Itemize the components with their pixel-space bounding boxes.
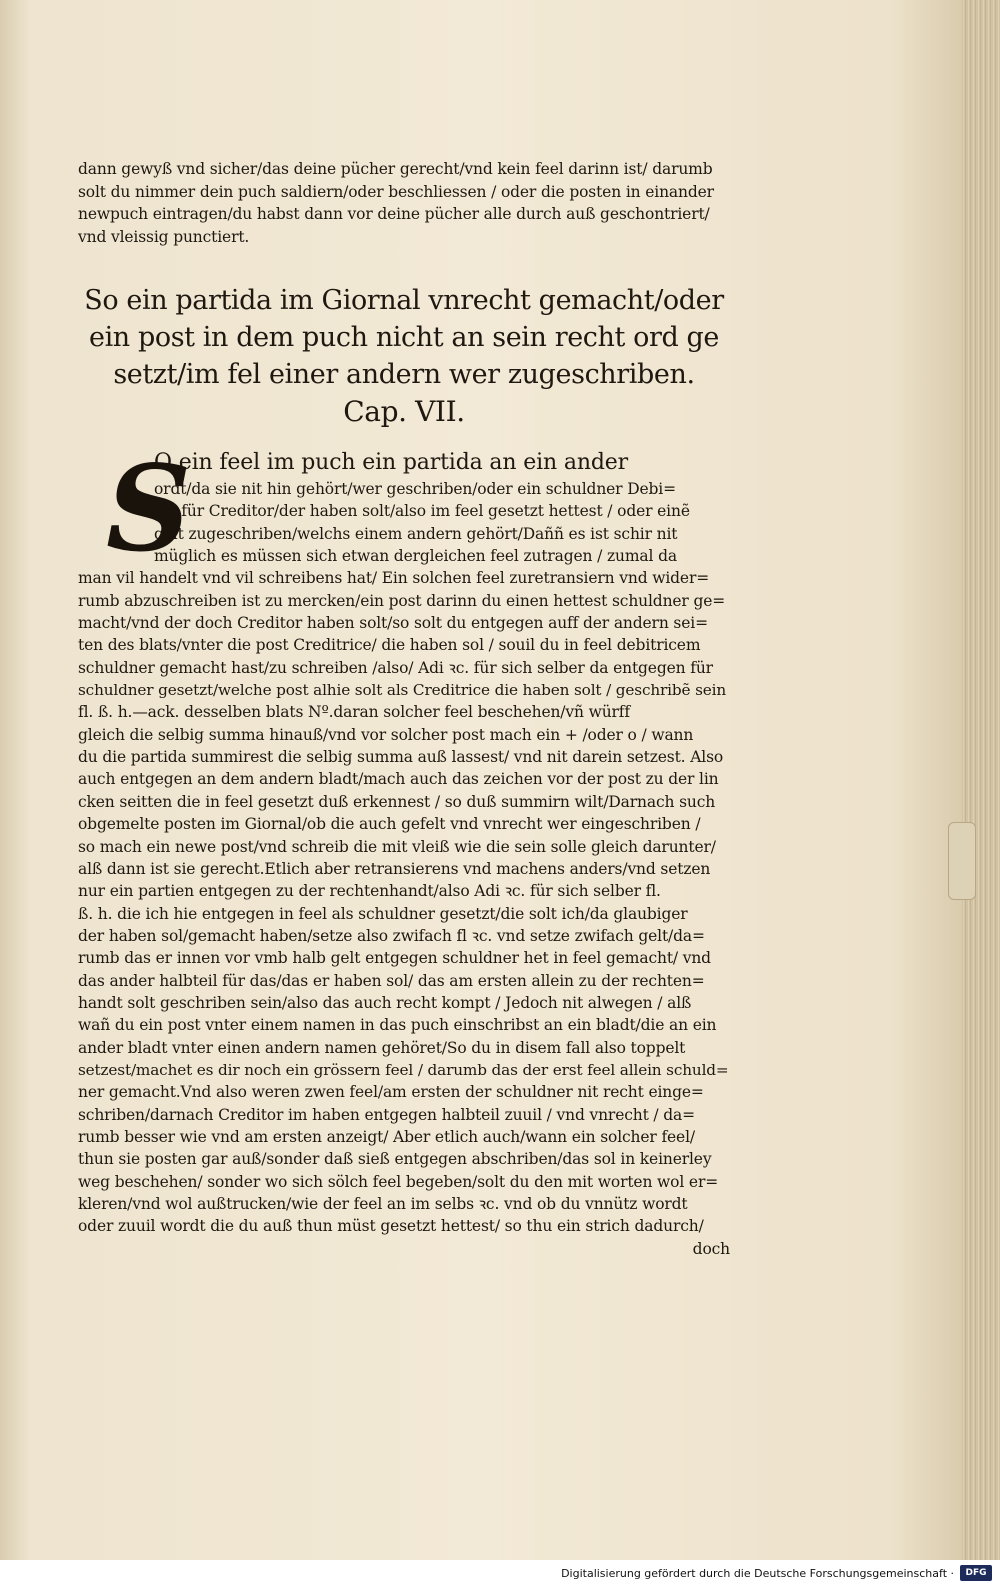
text-line: newpuch eintragen/du habst dann vor deine pücher alle durch auß geschontriert/ bbox=[78, 205, 710, 223]
book-fore-edge bbox=[962, 0, 1000, 1560]
heading-line: setzt/im fel einer andern wer zugeschriben. bbox=[113, 359, 695, 390]
text-line: tor für Creditor/der haben solt/also im feel gesetzt hettest / oder einẽ bbox=[154, 502, 690, 521]
intro-paragraph bbox=[78, 158, 730, 248]
text-line: man vil handelt vnd vil schreibens hat/ Ein solchen feel zuretransiern vnd wider= bbox=[78, 569, 710, 588]
text-line: nur ein partien entgegen zu der rechtenhandt/also Adi ꝛc. für sich selber fl. bbox=[78, 882, 661, 901]
funding-credit: Digitalisierung gefördert durch die Deutsche Forschungsgemeinschaft · bbox=[561, 1567, 954, 1580]
chapter-heading bbox=[78, 282, 730, 430]
text-line: ten des blats/vnter die post Creditrice/ die haben sol / souil du in feel debitricem bbox=[78, 636, 701, 655]
body-paragraph bbox=[78, 439, 730, 1260]
text-line: schuldner gemacht hast/zu schreiben /also/ Adi ꝛc. für sich selber da entgegen für bbox=[78, 658, 713, 677]
text-line: O ein feel im puch ein partida an ein ander bbox=[154, 450, 629, 475]
text-line: müglich es müssen sich etwan dergleichen feel zutragen / zumal da bbox=[154, 547, 677, 566]
text-line: oder zuuil wordt die du auß thun müst gesetzt hettest/ so thu ein strich dadurch/ bbox=[78, 1217, 704, 1236]
text-line: gleich die selbig summa hinauß/vnd vor solcher post mach ein + /oder o / wann bbox=[78, 725, 694, 744]
text-line: dann gewyß vnd sicher/das deine pücher gerecht/vnd kein feel darinn ist/ darumb bbox=[78, 160, 713, 178]
text-line: der haben sol/gemacht haben/setze also zwifach fl ꝛc. vnd setze zwifach gelt/da= bbox=[78, 926, 705, 945]
dfg-logo: DFG bbox=[960, 1565, 992, 1581]
text-line: vnd vleissig punctiert. bbox=[78, 227, 250, 246]
text-line: schuldner gesetzt/welche post alhie solt als Creditrice die haben solt / geschribẽ sein bbox=[78, 681, 727, 700]
catchword: doch bbox=[692, 1239, 730, 1258]
text-line: ß. h. die ich hie entgegen in feel als schuldner gesetzt/die solt ich/da glaubiger bbox=[78, 904, 688, 923]
heading-line: ein post in dem puch nicht an sein recht ord ge bbox=[88, 322, 720, 353]
text-line: gelt zugeschriben/welchs einem andern gehört/Daññ es ist schir nit bbox=[154, 524, 678, 543]
text-line: thun sie posten gar auß/sonder daß sieß entgegen abschriben/das sol in keinerley bbox=[78, 1150, 712, 1169]
text-line: rumb das er innen vor vmb halb gelt entgegen schuldner het in feel gemacht/ vnd bbox=[78, 949, 711, 968]
text-line: handt solt geschriben sein/also das auch recht kompt / Jedoch nit alwegen / alß bbox=[78, 993, 692, 1012]
text-line: obgemelte posten im Giornal/ob die auch gefelt vnd vnrecht wer eingeschriben / bbox=[78, 815, 701, 834]
page-tab-marker bbox=[948, 822, 976, 900]
text-line: ander bladt vnter einen andern namen gehöret/So du in disem fall also toppelt bbox=[78, 1038, 686, 1057]
text-line: macht/vnd der doch Creditor haben solt/so solt du entgegen auff der andern sei= bbox=[78, 614, 708, 633]
text-line: solt du nimmer dein puch saldiern/oder beschliessen / oder die posten in einander bbox=[78, 182, 714, 201]
text-line: alß dann ist sie gerecht.Etlich aber retransierens vnd machens anders/vnd setzen bbox=[78, 859, 711, 878]
digitization-footer bbox=[0, 1560, 1000, 1587]
text-line: weg beschehen/ sonder wo sich sölch feel begeben/solt du den mit worten wol er= bbox=[78, 1172, 719, 1191]
heading-line: So ein partida im Giornal vnrecht gemacht/oder bbox=[84, 285, 724, 316]
text-line: cken seitten die in feel gesetzt duß erkennest / so duß summirn wilt/Darnach such bbox=[78, 792, 716, 811]
text-line: ner gemacht.Vnd also weren zwen feel/am ersten der schuldner nit recht einge= bbox=[78, 1083, 704, 1102]
text-line: ordt/da sie nit hin gehört/wer geschriben/oder ein schuldner Debi= bbox=[154, 480, 676, 498]
text-line: setzest/machet es dir noch ein grössern feel / darumb das der erst feel allein schuld= bbox=[78, 1060, 729, 1079]
decorated-initial-letter: S bbox=[106, 439, 192, 578]
text-line: rumb abzuschreiben ist zu mercken/ein post darinn du einen hettest schuldner ge= bbox=[78, 591, 726, 610]
text-line: das ander halbteil für das/das er haben sol/ das am ersten allein zu der rechten= bbox=[78, 971, 705, 990]
text-line: du die partida summirest die selbig summa auß lassest/ vnd nit darein setzest. Also bbox=[78, 748, 724, 767]
chapter-number: Cap. VII. bbox=[343, 395, 465, 428]
text-line: so mach ein newe post/vnd schreib die mit vleiß wie die sein solle gleich darunter/ bbox=[78, 837, 716, 856]
text-line: schriben/darnach Creditor im haben entgegen halbteil zuuil / vnd vnrecht / da= bbox=[78, 1105, 695, 1124]
text-line: auch entgegen an dem andern bladt/mach auch das zeichen vor der post zu der lin bbox=[78, 770, 719, 789]
text-line: rumb besser wie vnd am ersten anzeigt/ Aber etlich auch/wann ein solcher feel/ bbox=[78, 1127, 695, 1146]
text-line: wañ du ein post vnter einem namen in das puch einschribst an ein bladt/die an ein bbox=[78, 1016, 717, 1035]
text-line: kleren/vnd wol außtrucken/wie der feel an im selbs ꝛc. vnd ob du vnnütz wordt bbox=[78, 1195, 688, 1213]
page-text bbox=[78, 158, 730, 1260]
text-line: fl. ß. h.—ack. desselben blats Nº.daran solcher feel beschehen/vñ würff bbox=[78, 703, 630, 722]
